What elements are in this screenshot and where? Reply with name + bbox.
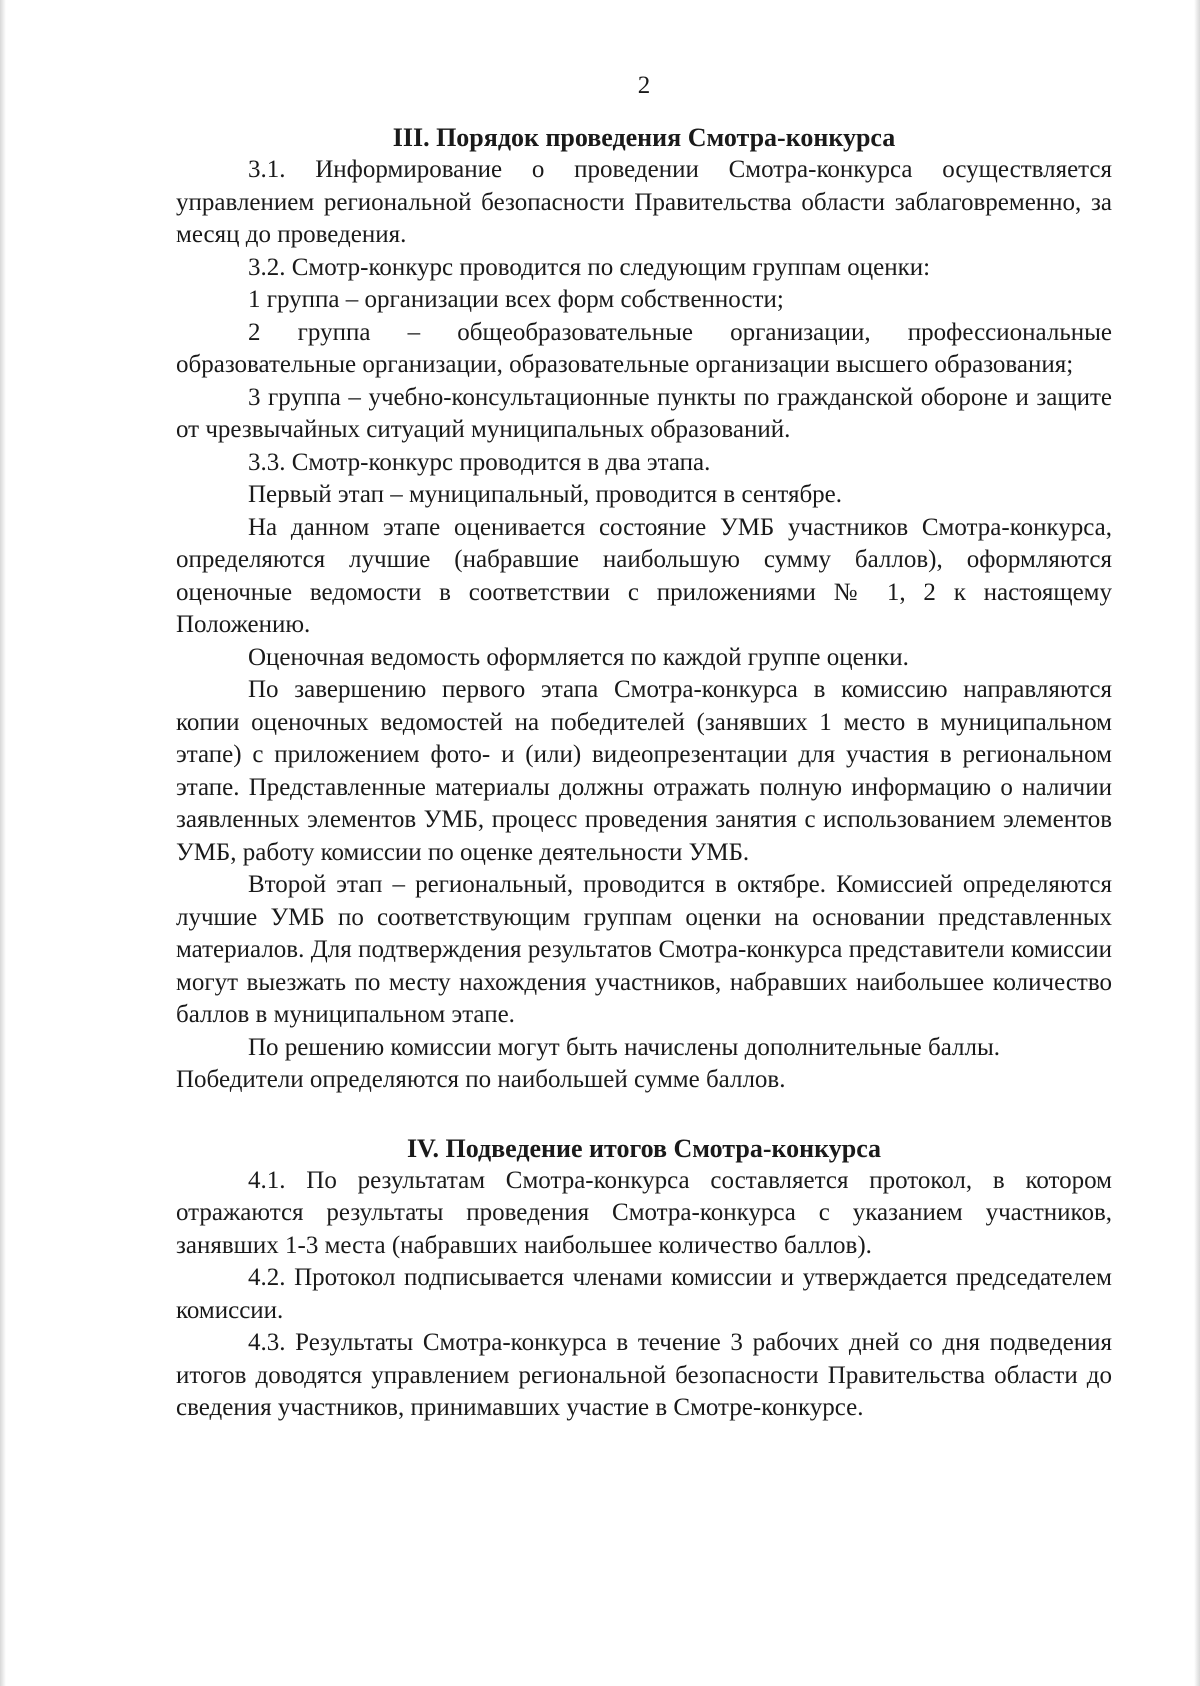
scan-edge-left [0,0,6,1686]
section-3-heading: III. Порядок проведения Смотра-конкурса [392,123,896,152]
paragraph-4-1: 4.1. По результатам Смотра-конкурса составляется протокол, в котором отражаются результаты проведения Смотра-конкурса с указанием участников, занявших 1-3 места (набравших наибольшее количество баллов). [176,1166,1112,1259]
group-2-item: 2 группа – общеобразовательные организации, профессиональные образовательные организации, образовательные организации высшего образования; [176,318,1112,378]
first-stage-details-paragraph: На данном этапе оценивается состояние УМБ участников Смотра-конкурса, определяются лучшие (набравшие наибольшую сумму баллов), оформляются оценочные ведомости в соответствии с приложениями № 1, 2 к настоящему Положению. [176,513,1112,638]
winners-paragraph: Победители определяются по наибольшей сумме баллов. [176,1066,786,1093]
group-1-item: 1 группа – организации всех форм собственности; [248,286,784,313]
paragraph-3-2: 3.2. Смотр-конкурс проводится по следующим группам оценки: [248,253,931,281]
scan-edge-right [1194,0,1200,1686]
section-4-heading: IV. Подведение итогов Смотра-конкурса [406,1133,882,1163]
paragraph-4-3: 4.3. Результаты Смотра-конкурса в течение 3 рабочих дней со дня подведения итогов доводятся управлением региональной безопасности Правительства области до сведения участников, принимавших участие в Смотре-конкурсе. [176,1329,1112,1421]
additional-points-paragraph: По решению комиссии могут быть начислены дополнительные баллы. [248,1033,1001,1061]
paragraph-3-1: 3.1. Информирование о проведении Смотра-конкурса осуществляется управлением региональной безопасности Правительства области заблаговременно, за месяц до проведения. [176,156,1112,248]
page-content [176,70,1112,1425]
paragraph-3-3: 3.3. Смотр-конкурс проводится в два этапа. [248,448,711,476]
paragraph-4-2: 4.2. Протокол подписывается членами комиссии и утверждается председателем комиссии. [176,1264,1112,1324]
first-stage-paragraph: Первый этап – муниципальный, проводится в сентябре. [248,481,843,508]
evaluation-sheet-paragraph: Оценочная ведомость оформляется по каждой группе оценки. [248,643,909,671]
group-3-item: 3 группа – учебно-консультационные пункты по гражданской обороне и защите от чрезвычайных ситуаций муниципальных образований. [176,383,1112,443]
first-stage-completion-paragraph: По завершению первого этапа Смотра-конкурса в комиссию направляются копии оценочных ведомостей на победителей (занявших 1 место в муниципальном этапе) с приложением фото- и (или) видеопрезентации для участия в региональном этапе. Представленные материалы должны отражать полную информацию о наличии заявленных элементов УМБ, процесс проведения занятия с использованием элементов УМБ, работу комиссии по оценке деятельности УМБ. [176,676,1112,866]
second-stage-paragraph: Второй этап – региональный, проводится в октябре. Комиссией определяются лучшие УМБ по соответствующим группам оценки на основании представленных материалов. Для подтверждения результатов Смотра-конкурса представители комиссии могут выезжать по месту нахождения участников, набравших наибольшее количество баллов в муниципальном этапе. [176,871,1112,1028]
page-number: 2 [637,72,651,99]
